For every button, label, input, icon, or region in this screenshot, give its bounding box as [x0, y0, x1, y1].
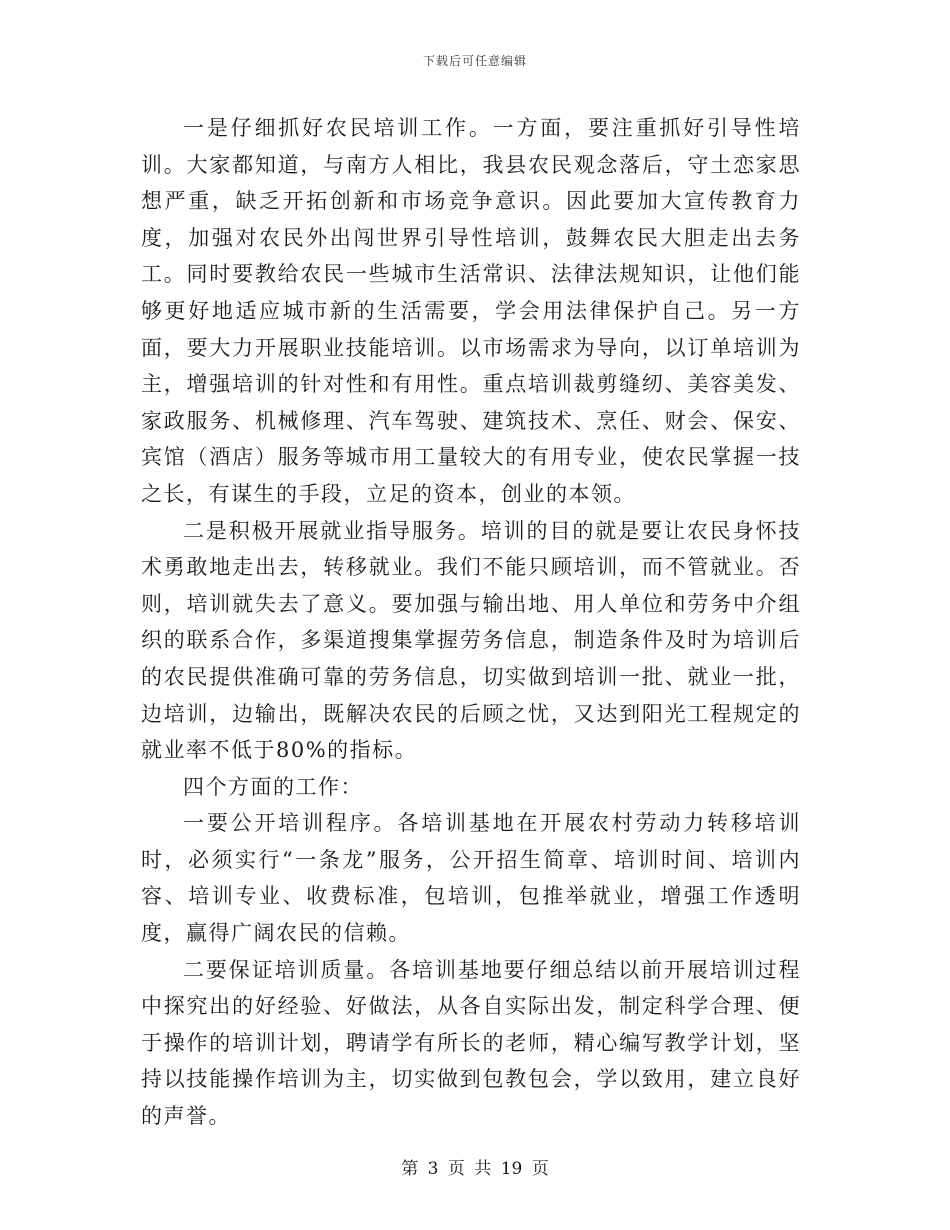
paragraph-training-quality: 二要保证培训质量。各培训基地要仔细总结以前开展培训过程中探究出的好经验、好做法，从各自实际出发，制定科学合理、便于操作的培训计划，聘请学有所长的老师，精心编写教学计划，坚持以技能操作培训为主，切实做到包教包会，学以致用，建立良好的声誉。: [141, 957, 801, 1129]
document-body: [141, 110, 801, 1135]
header-note: 下载后可任意编辑: [422, 54, 527, 68]
paragraph-employment-guidance: 二是积极开展就业指导服务。培训的目的就是要让农民身怀技术勇敢地走出去，转移就业。我们不能只顾培训，而不管就业。否则，培训就失去了意义。要加强与输出地、用人单位和劳务中介组织的联系合作，多渠道搜集掌握劳务信息，制造条件及时为培训后的农民提供准确可靠的劳务信息，切实做到培训一批、就业一批，边培训，边输出，既解决农民的后顾之忧，又达到阳光工程规定的就业率不低于80%的指标。: [141, 518, 801, 763]
paragraph-farmer-training: 一是仔细抓好农民培训工作。一方面，要注重抓好引导性培训。大家都知道，与南方人相比，我县农民观念落后，守土恋家思想严重，缺乏开拓创新和市场竞争意识。因此要加大宣传教育力度，加强对农民外出闯世界引导性培训，鼓舞农民大胆走出去务工。同时要教给农民一些城市生活常识、法律法规知识，让他们能够更好地适应城市新的生活需要，学会用法律保护自己。另一方面，要大力开展职业技能培训。以市场需求为导向，以订单培训为主，增强培训的针对性和有用性。重点培训裁剪缝纫、美容美发、家政服务、机械修理、汽车驾驶、建筑技术、烹任、财会、保安、宾馆（酒店）服务等城市用工量较大的有用专业，使农民掌握一技之长，有谋生的手段，立足的资本，创业的本领。: [141, 116, 801, 506]
page-number: 第 3 页 共 19 页: [401, 1159, 549, 1179]
paragraph-public-procedure: 一要公开培训程序。各培训基地在开展农村劳动力转移培训时，必须实行“一条龙”服务，公开招生简章、培训时间、培训内容、培训专业、收费标准，包培训，包推举就业，增强工作透明度，赢得广阔农民的信赖。: [141, 811, 801, 946]
paragraph-four-aspects-heading: 四个方面的工作：: [183, 774, 363, 799]
